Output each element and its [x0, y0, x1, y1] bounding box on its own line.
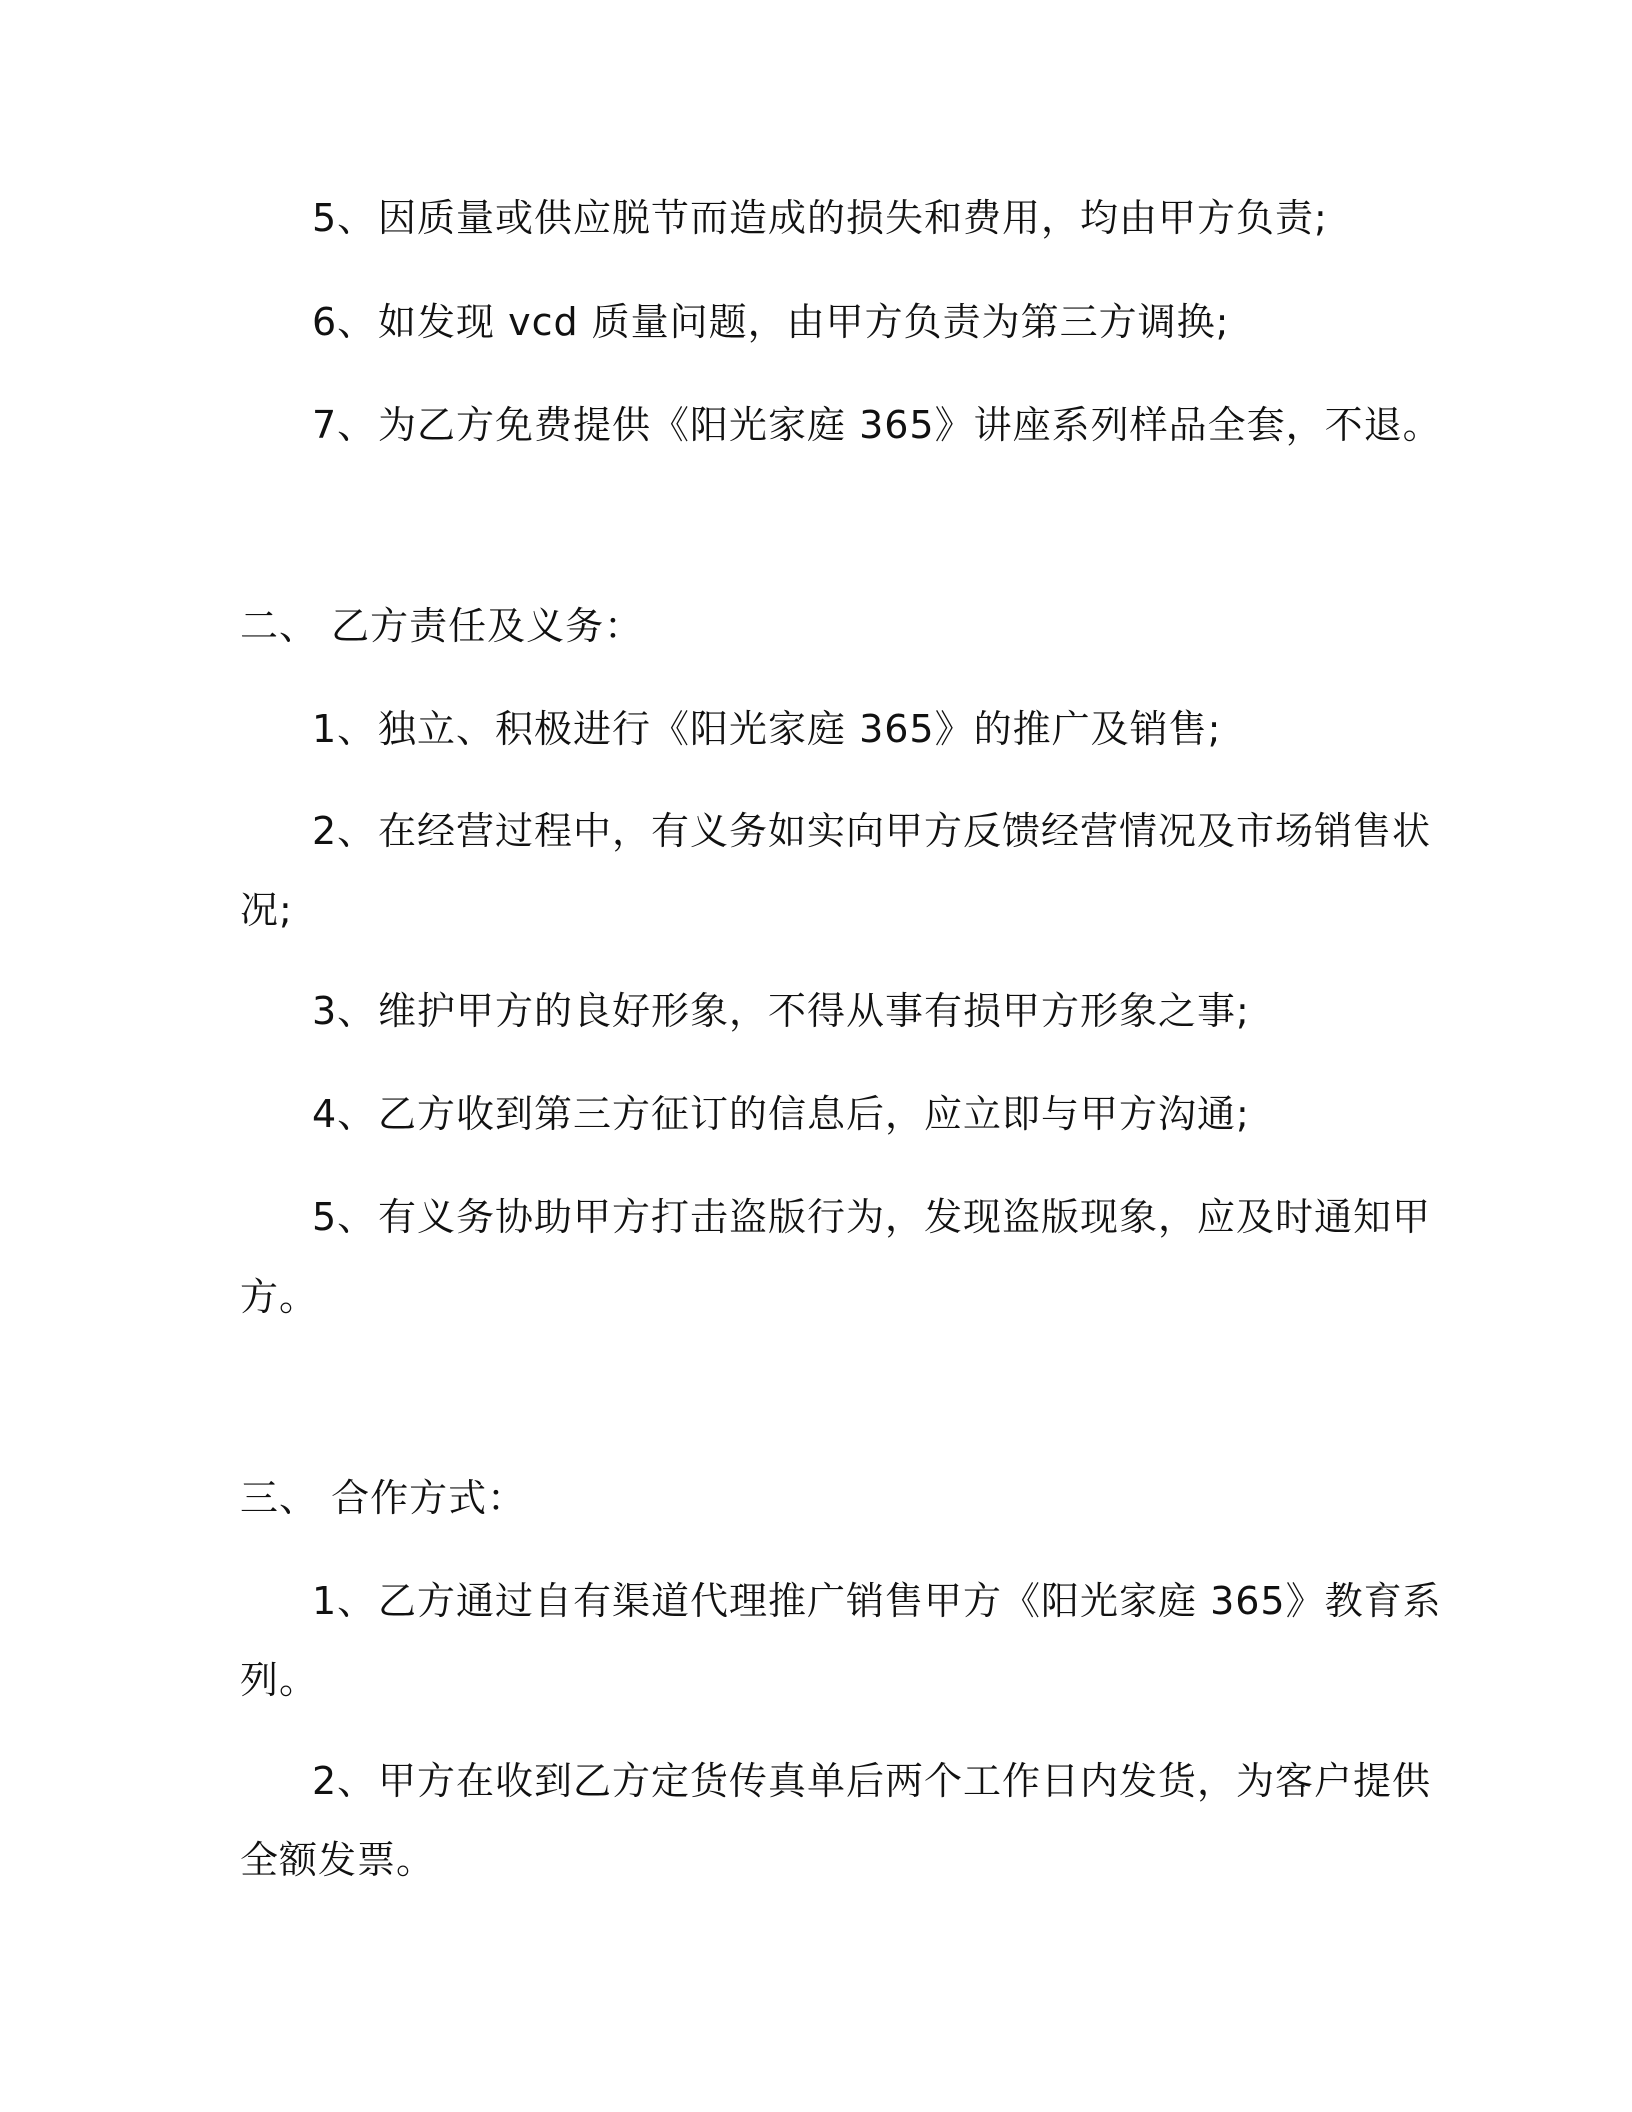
item-number: 2、 [312, 1759, 377, 1803]
list-item [312, 1088, 1392, 1140]
list-item [312, 703, 1392, 755]
item-continuation: 全额发票。 [240, 1838, 436, 1882]
item-number: 2、 [312, 809, 377, 853]
item-number: 7、 [312, 403, 377, 447]
list-item [312, 985, 1392, 1037]
item-text: 因质量或供应脱节而造成的损失和费用，均由甲方负责; [378, 196, 1328, 240]
item-text: 乙方收到第三方征订的信息后，应立即与甲方沟通; [378, 1092, 1250, 1136]
item-text: 在经营过程中，有义务如实向甲方反馈经营情况及市场销售状 [378, 809, 1432, 853]
list-item [312, 1191, 1432, 1243]
item-number: 5、 [312, 1195, 377, 1239]
section-heading: 二、 乙方责任及义务： [240, 604, 644, 648]
item-text: 为乙方免费提供《阳光家庭 365》讲座系列样品全套，不退。 [378, 403, 1442, 447]
list-item [312, 296, 1392, 348]
item-continuation: 列。 [240, 1658, 319, 1702]
item-text: 甲方在收到乙方定货传真单后两个工作日内发货，为客户提供 [378, 1759, 1432, 1803]
item-number: 4、 [312, 1092, 377, 1136]
list-item [312, 192, 1392, 244]
item-text: 维护甲方的良好形象，不得从事有损甲方形象之事; [378, 989, 1250, 1033]
item-number: 5、 [312, 196, 377, 240]
item-number: 1、 [312, 707, 377, 751]
list-item [312, 1755, 1432, 1807]
item-number: 1、 [312, 1579, 377, 1623]
item-continuation: 方。 [240, 1275, 319, 1319]
list-item [312, 1575, 1442, 1627]
item-number: 6、 [312, 300, 377, 344]
list-item [312, 805, 1432, 857]
item-continuation: 况; [240, 888, 293, 932]
list-item [312, 399, 1442, 451]
item-text: 独立、积极进行《阳光家庭 365》的推广及销售; [378, 707, 1222, 751]
section-heading: 三、 合作方式： [240, 1476, 527, 1520]
item-text: 乙方通过自有渠道代理推广销售甲方《阳光家庭 365》教育系 [378, 1579, 1442, 1623]
item-number: 3、 [312, 989, 377, 1033]
item-text: 如发现 vcd 质量问题，由甲方负责为第三方调换; [378, 300, 1230, 344]
item-text: 有义务协助甲方打击盗版行为，发现盗版现象，应及时通知甲 [378, 1195, 1432, 1239]
